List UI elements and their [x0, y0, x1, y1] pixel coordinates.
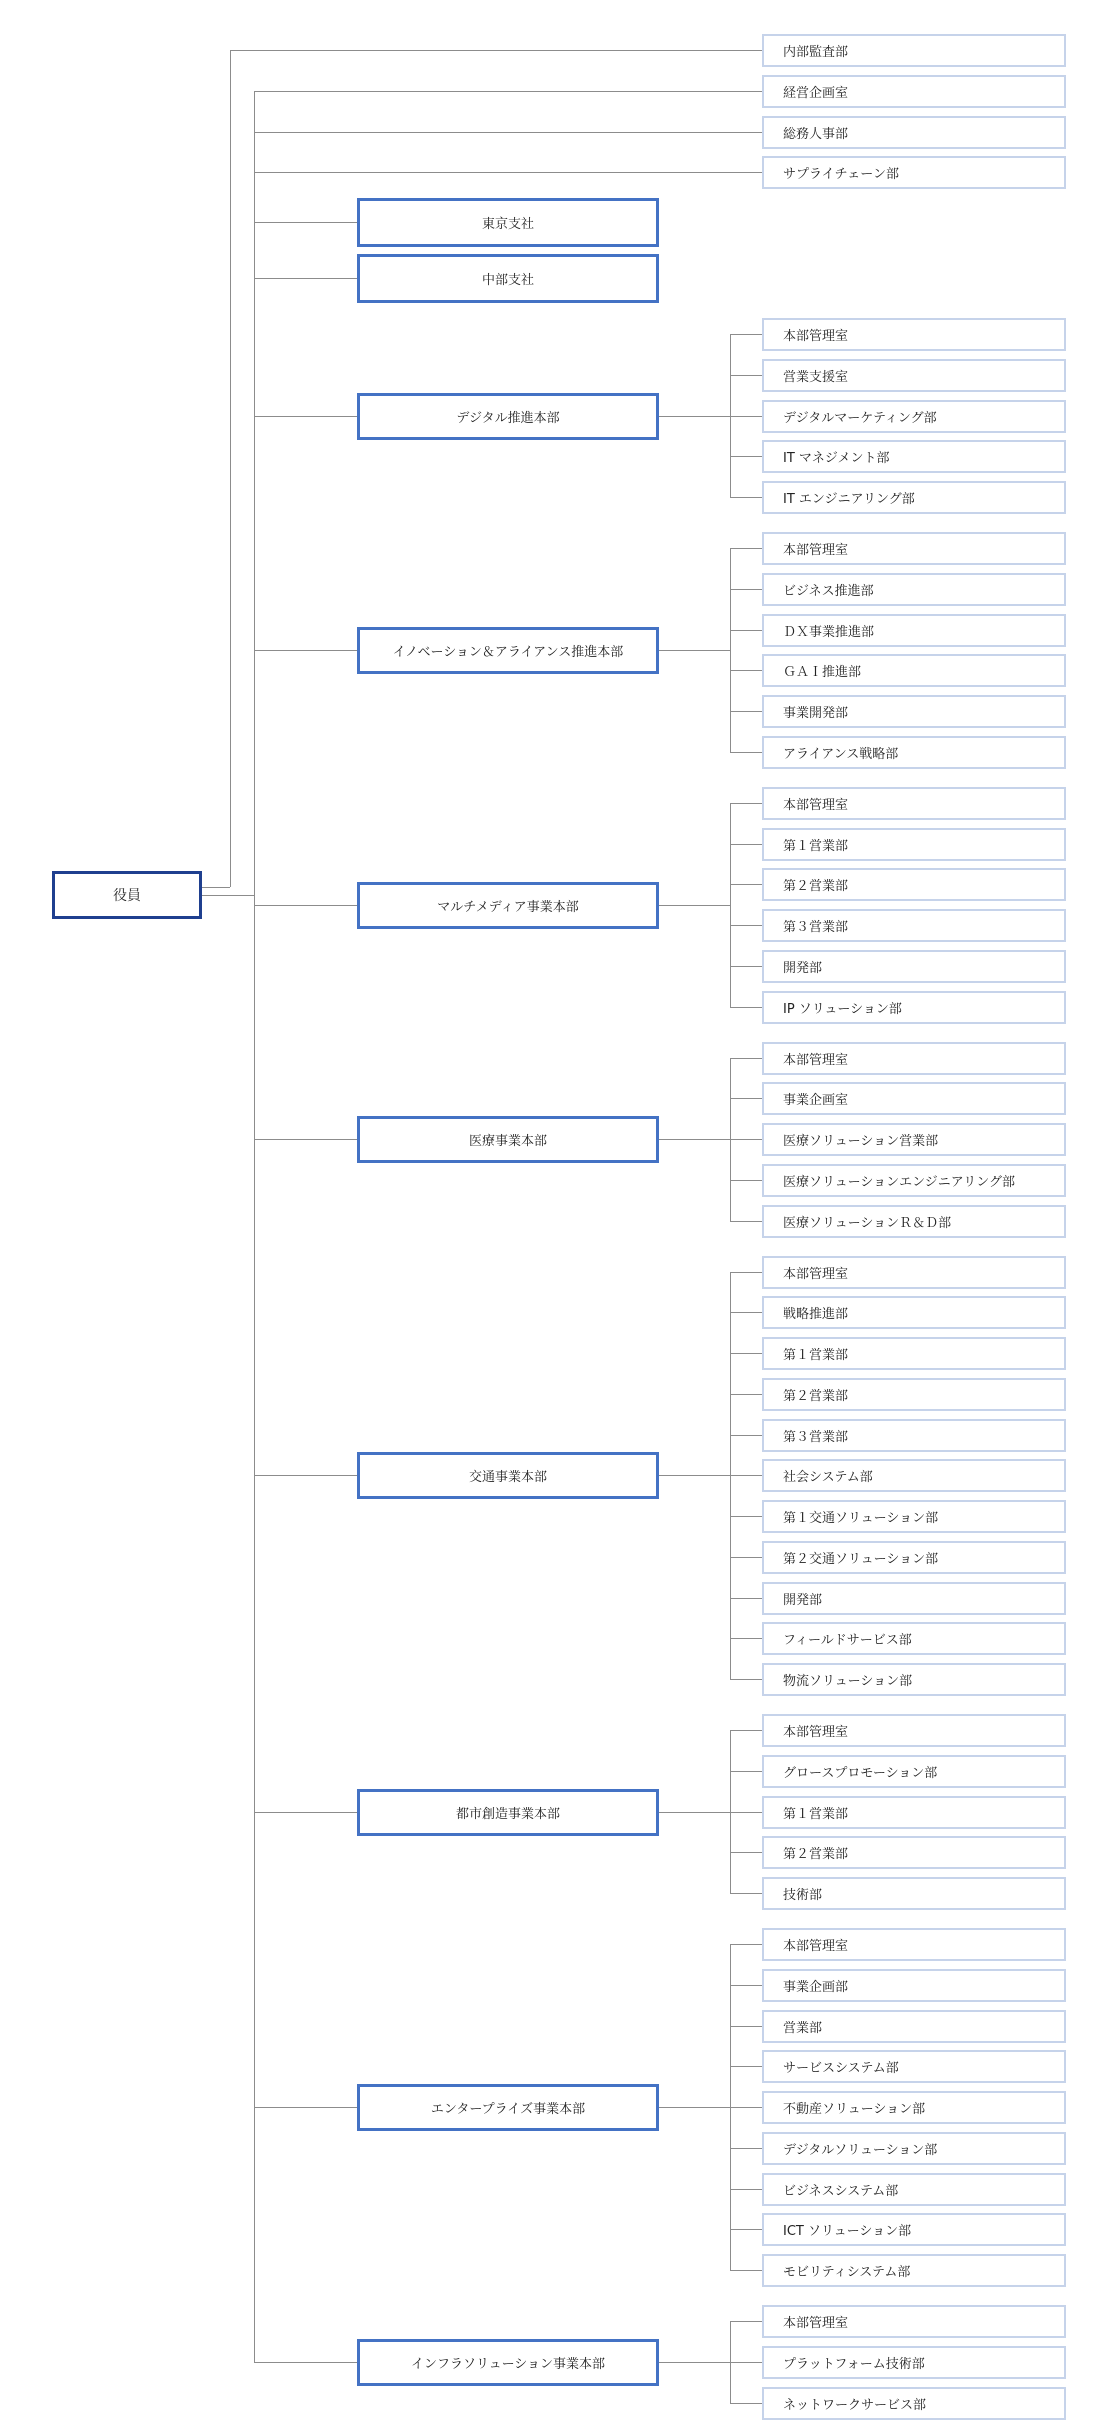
department-connector-line	[659, 2362, 730, 2363]
department-connector-line	[730, 670, 762, 671]
department-box: 本部管理室	[762, 1928, 1066, 1961]
department-box: 第１交通ソリューション部	[762, 1500, 1066, 1533]
division-connector-line	[254, 650, 357, 651]
division-box: インフラソリューション事業本部	[357, 2339, 659, 2386]
department-connector-line	[659, 416, 730, 417]
department-box: 開発部	[762, 1582, 1066, 1615]
department-connector-line	[730, 334, 762, 335]
department-box: サービスシステム部	[762, 2050, 1066, 2083]
department-box: 開発部	[762, 950, 1066, 983]
department-connector-line	[730, 1007, 762, 1008]
department-box: ビジネス推進部	[762, 573, 1066, 606]
department-box: 本部管理室	[762, 1714, 1066, 1747]
division-box: 医療事業本部	[357, 1116, 659, 1163]
department-connector-line	[730, 1944, 762, 1945]
department-connector-line	[730, 1638, 762, 1639]
department-connector-line	[659, 1139, 730, 1140]
department-box: 事業企画室	[762, 1082, 1066, 1115]
department-connector-line	[730, 2066, 762, 2067]
division-box: デジタル推進本部	[357, 393, 659, 440]
department-connector-line	[730, 1353, 762, 1354]
department-connector-line	[730, 2107, 762, 2108]
department-box: ＤＸ事業推進部	[762, 614, 1066, 647]
division-connector-line	[254, 1475, 357, 1476]
department-box: 第２交通ソリューション部	[762, 1541, 1066, 1574]
department-box: 営業支援室	[762, 359, 1066, 392]
department-connector-line	[659, 1475, 730, 1476]
department-box: 事業開発部	[762, 695, 1066, 728]
department-box: 営業部	[762, 2010, 1066, 2043]
department-box: 医療ソリューション営業部	[762, 1123, 1066, 1156]
department-box: 第１営業部	[762, 1337, 1066, 1370]
department-connector-line	[730, 1180, 762, 1181]
department-connector-line	[730, 1679, 762, 1680]
department-box: アライアンス戦略部	[762, 736, 1066, 769]
department-box: 第１営業部	[762, 828, 1066, 861]
department-box: 医療ソリューションエンジニアリング部	[762, 1164, 1066, 1197]
department-connector-line	[659, 905, 730, 906]
division-connector-line	[254, 2107, 357, 2108]
department-connector-line	[730, 2148, 762, 2149]
department-connector-line	[730, 1985, 762, 1986]
division-box: イノベーション＆アライアンス推進本部	[357, 627, 659, 674]
staff-department-box: 内部監査部	[762, 34, 1066, 67]
department-box: デジタルマーケティング部	[762, 400, 1066, 433]
department-connector-line	[659, 2107, 730, 2108]
staff-connector-line	[254, 172, 762, 173]
division-connector-line	[254, 1812, 357, 1813]
division-box: 中部支社	[357, 254, 659, 303]
department-connector-line	[730, 497, 762, 498]
department-box: モビリティシステム部	[762, 2254, 1066, 2287]
department-connector-line	[730, 1058, 762, 1059]
department-box: ＧＡＩ推進部	[762, 654, 1066, 687]
department-connector-line	[730, 589, 762, 590]
department-connector-line	[730, 1139, 762, 1140]
division-connector-line	[254, 2362, 357, 2363]
department-connector-line	[730, 1098, 762, 1099]
department-box: 本部管理室	[762, 787, 1066, 820]
department-box: 本部管理室	[762, 532, 1066, 565]
division-box: エンタープライズ事業本部	[357, 2084, 659, 2131]
department-box: 物流ソリューション部	[762, 1663, 1066, 1696]
staff-department-box: 総務人事部	[762, 116, 1066, 149]
department-box: IT マネジメント部	[762, 440, 1066, 473]
department-box: プラットフォーム技術部	[762, 2346, 1066, 2379]
department-connector-line	[730, 1852, 762, 1853]
department-connector-line	[730, 2270, 762, 2271]
department-box: 第２営業部	[762, 1378, 1066, 1411]
department-connector-line	[730, 1730, 762, 1731]
staff-connector-line	[254, 132, 762, 133]
department-connector-line	[730, 456, 762, 457]
department-connector-line	[730, 630, 762, 631]
department-box: 第３営業部	[762, 1419, 1066, 1452]
division-connector-line	[254, 222, 357, 223]
department-connector-line	[730, 2403, 762, 2404]
staff-connector-line	[254, 91, 762, 92]
department-box: 社会システム部	[762, 1459, 1066, 1492]
staff-department-box: 経営企画室	[762, 75, 1066, 108]
division-box: 都市創造事業本部	[357, 1789, 659, 1836]
department-connector-line	[730, 1394, 762, 1395]
department-box: フィールドサービス部	[762, 1622, 1066, 1655]
department-connector-line	[730, 1557, 762, 1558]
department-connector-line	[730, 1771, 762, 1772]
department-box: IP ソリューション部	[762, 991, 1066, 1024]
department-box: 技術部	[762, 1877, 1066, 1910]
department-box: 事業企画部	[762, 1969, 1066, 2002]
department-box: 本部管理室	[762, 2305, 1066, 2338]
department-box: 第２営業部	[762, 868, 1066, 901]
department-connector-line	[730, 2362, 762, 2363]
department-connector-line	[730, 548, 762, 549]
department-connector-line	[730, 1812, 762, 1813]
department-box: IT エンジニアリング部	[762, 481, 1066, 514]
audit-connector-line	[230, 50, 762, 51]
division-connector-line	[254, 1139, 357, 1140]
staff-department-box: サプライチェーン部	[762, 156, 1066, 189]
department-box: 本部管理室	[762, 1256, 1066, 1289]
department-connector-line	[730, 1516, 762, 1517]
department-connector-line	[730, 2026, 762, 2027]
department-box: ビジネスシステム部	[762, 2173, 1066, 2206]
department-connector-line	[730, 711, 762, 712]
spine-connector-line	[254, 91, 255, 2362]
division-connector-line	[254, 905, 357, 906]
division-box: マルチメディア事業本部	[357, 882, 659, 929]
department-box: 第３営業部	[762, 909, 1066, 942]
department-connector-line	[659, 650, 730, 651]
department-connector-line	[730, 752, 762, 753]
department-connector-line	[730, 2229, 762, 2230]
division-box: 交通事業本部	[357, 1452, 659, 1499]
department-box: 本部管理室	[762, 1042, 1066, 1075]
division-connector-line	[254, 278, 357, 279]
department-box: 第１営業部	[762, 1796, 1066, 1829]
department-connector-line	[730, 375, 762, 376]
department-box: 第２営業部	[762, 1836, 1066, 1869]
department-connector-line	[730, 1475, 762, 1476]
department-connector-line	[730, 1435, 762, 1436]
department-box: 本部管理室	[762, 318, 1066, 351]
department-box: 不動産ソリューション部	[762, 2091, 1066, 2124]
department-connector-line	[730, 803, 731, 1007]
department-connector-line	[730, 1893, 762, 1894]
department-connector-line	[730, 803, 762, 804]
department-box: グロースプロモーション部	[762, 1755, 1066, 1788]
audit-connector-line	[230, 51, 231, 888]
department-connector-line	[730, 1312, 762, 1313]
department-connector-line	[730, 1598, 762, 1599]
division-connector-line	[254, 416, 357, 417]
department-connector-line	[730, 844, 762, 845]
department-connector-line	[730, 884, 762, 885]
department-box: デジタルソリューション部	[762, 2132, 1066, 2165]
department-box: 戦略推進部	[762, 1296, 1066, 1329]
executive-box: 役員	[52, 871, 202, 919]
department-connector-line	[730, 966, 762, 967]
department-connector-line	[730, 416, 762, 417]
department-connector-line	[730, 549, 731, 753]
department-connector-line	[730, 2321, 762, 2322]
audit-connector-line	[202, 887, 230, 888]
department-connector-line	[730, 1221, 762, 1222]
department-connector-line	[730, 2189, 762, 2190]
department-connector-line	[659, 1812, 730, 1813]
department-box: ネットワークサービス部	[762, 2387, 1066, 2420]
division-box: 東京支社	[357, 198, 659, 247]
department-box: ICT ソリューション部	[762, 2213, 1066, 2246]
department-connector-line	[730, 1272, 762, 1273]
department-box: 医療ソリューションＲ＆Ｄ部	[762, 1205, 1066, 1238]
spine-connector-line	[202, 895, 254, 896]
department-connector-line	[730, 925, 762, 926]
